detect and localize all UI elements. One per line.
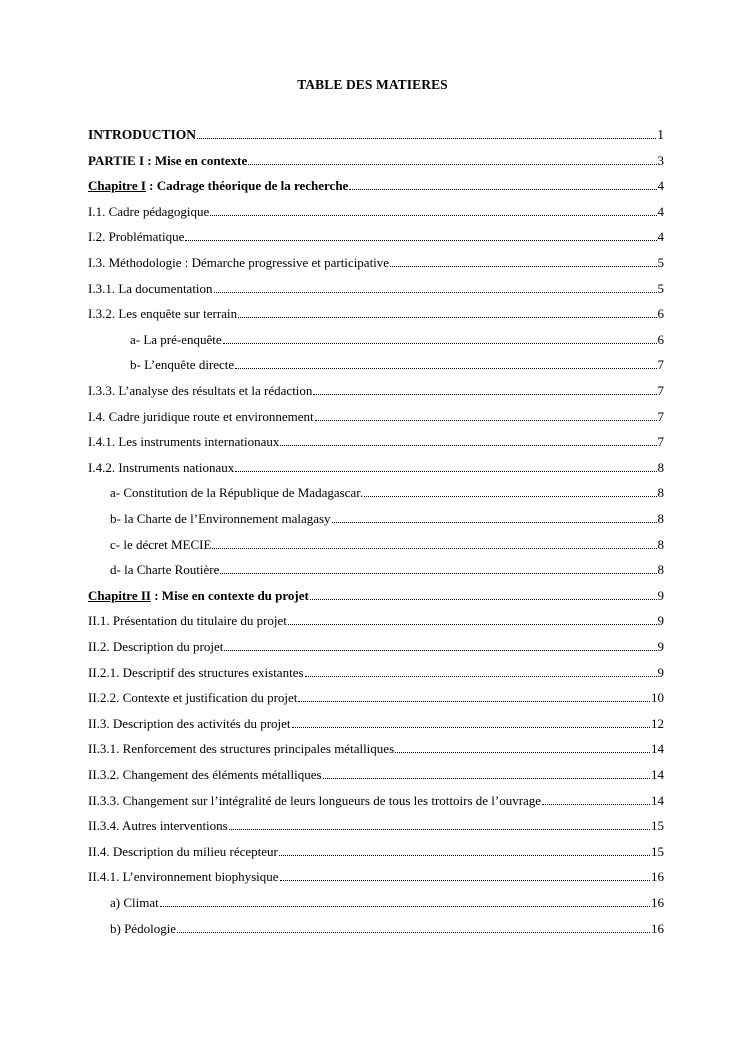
toc-dot-leader [292,727,650,728]
toc-entry-label [88,305,237,323]
toc-entry [0,433,745,451]
toc-page-number: 5 [657,280,664,296]
toc-entry [0,228,745,246]
toc-entry-label-part: a- Constitution de la République de Madagascar. [110,485,364,501]
toc-entry [0,382,745,400]
toc-entry-label [110,536,211,554]
toc-entry [0,484,745,502]
toc-dot-leader [395,752,650,753]
toc-page-number: 4 [657,203,664,219]
toc-page-number: 3 [657,152,664,168]
toc-entry [0,766,745,784]
toc-dot-leader [298,701,650,702]
toc-entry-label [88,152,247,170]
toc-entry-label [88,433,279,451]
toc-entry-label-part: INTRODUCTION [88,127,197,142]
toc-entry-label [88,126,196,144]
toc-page-number: 4 [657,229,664,245]
toc-entry [0,612,745,630]
toc-entry-label [110,484,363,502]
toc-entry-label-part: d- la Charte Routière [110,562,220,578]
toc-page-number: 8 [657,536,664,552]
toc-entry-label-part: II.4.1. L’environnement biophysique [88,869,279,885]
toc-entry [0,715,745,733]
toc-entry [0,920,745,938]
toc-entry-label [110,920,176,938]
toc-dot-leader [310,599,657,600]
toc-page-number: 7 [657,383,664,398]
toc-entry-label-part: I.1. Cadre pédagogique [88,203,210,219]
toc-dot-leader [364,496,656,497]
toc-entry [0,280,745,298]
toc-dot-leader [323,778,650,779]
toc-page-number: 16 [651,895,664,910]
toc-dot-leader [390,266,656,267]
toc-entry-label-part: I.3. Méthodologie : Démarche progressive et participative [88,255,390,270]
toc-entry-label [88,177,348,195]
toc-dot-leader [223,343,657,344]
toc-entry-label [130,331,222,349]
toc-dot-leader [248,164,656,165]
toc-entry-label-part: I.4. Cadre juridique route et environnement [88,408,314,424]
toc-entry [0,536,745,554]
toc-entry [0,561,745,579]
toc-entry-label [88,408,314,426]
toc-dot-leader [212,548,656,549]
toc-dot-leader [177,932,650,933]
toc-entry-label [88,843,278,861]
toc-entry [0,254,745,272]
toc-page-number: 9 [657,613,664,629]
toc-entry-label-part: b) Pédologie [110,920,177,936]
toc-dot-leader [313,394,656,395]
toc-page-number: 7 [657,357,664,373]
toc-entry [0,408,745,426]
toc-dot-leader [238,317,656,318]
toc-entry [0,331,745,349]
toc-dot-leader [235,368,656,369]
toc-page-number: 5 [657,255,664,270]
toc-entry-label-part: II.3.2. Changement des éléments métalliques [88,767,322,782]
toc-entry [0,510,745,528]
toc-entry-label [88,612,287,630]
toc-entry-label [130,356,234,374]
toc-page-number: 9 [657,639,664,654]
toc-page-number: 9 [657,587,664,603]
toc-entry [0,817,745,835]
toc-entry-label-part: I.2. Problématique [88,229,185,245]
toc-dot-leader [185,240,656,241]
toc-entry-label-part: II.3.1. Renforcement des structures principales métalliques [88,741,395,757]
toc-dot-leader [224,650,656,651]
toc-entry-label-part: a) Climat [110,895,159,910]
toc-entry-label-part: I.4.1. Les instruments internationaux [88,434,280,450]
toc-entry-label [88,587,309,605]
toc-entry [0,740,745,758]
toc-entry [0,638,745,656]
toc-entry [0,689,745,707]
toc-entry [0,843,745,861]
toc-dot-leader [332,522,657,523]
toc-entry-label [88,664,304,682]
toc-page-number: 1 [657,127,664,142]
toc-entry-label-part: I.3.3. L’analyse des résultats et la rédaction [88,383,313,398]
toc-entry-label-part: I.3.2. Les enquête sur terrain [88,306,238,322]
toc-title: TABLE DES MATIERES [297,77,448,92]
toc-page-number: 8 [657,562,664,578]
toc-entry-label [88,792,541,810]
toc-page-number: 15 [651,843,664,859]
toc-dot-leader [542,804,650,805]
toc-dot-leader [315,420,657,421]
toc-page-number: 16 [651,869,664,885]
toc-page-number: 7 [657,408,664,424]
toc-page-number: 8 [657,485,664,501]
toc-entry-label [110,510,331,528]
toc-entry-label-part: : Cadrage théorique de la recherche [145,178,349,194]
toc-entry-label-part: Chapitre I [88,178,146,194]
toc-entry-label [110,561,219,579]
toc-entry [0,792,745,810]
toc-entry-label [88,766,322,784]
toc-entry-label-part: a- La pré-enquête [130,331,222,347]
toc-entry [0,356,745,374]
toc-entry-label-part: II.2. Description du projet [88,639,224,654]
toc-entry [0,587,745,605]
toc-page-number: 14 [651,741,664,757]
toc-dot-leader [214,292,657,293]
toc-entry-label-part: PARTIE I : Mise en contexte [88,152,248,168]
toc-entry-label-part: b- la Charte de l’Environnement malagasy [110,511,331,526]
toc-page-number: 12 [651,715,664,731]
toc-dot-leader [235,471,656,472]
toc-entry-label-part: Chapitre II [88,587,151,603]
toc-entry [0,305,745,323]
toc-dot-leader [280,880,650,881]
toc-page-number: 8 [657,511,664,526]
toc-dot-leader [210,215,656,216]
toc-entry-label-part: : Mise en contexte du projet [150,587,309,603]
toc-entry-label [88,228,184,246]
toc-entry-label-part: I.3.1. La documentation [88,280,213,296]
toc-entry-label [88,280,213,298]
toc-page-number: 14 [651,792,664,808]
toc-entry-label [88,715,291,733]
toc-dot-leader [160,906,650,907]
toc-page-number: 8 [657,459,664,475]
toc-page-number: 16 [651,920,664,936]
toc-entry [0,894,745,912]
toc-page-number: 10 [651,690,664,706]
toc-entry-label [88,382,312,400]
toc-entry-label [88,689,297,707]
toc-entry [0,868,745,886]
toc-page-number: 14 [651,767,664,782]
toc-entry-label [88,817,228,835]
toc-entry-label-part: II.2.2. Contexte et justification du projet [88,690,298,706]
toc-dot-leader [349,189,656,190]
toc-dot-leader [220,573,656,574]
toc-entry-label-part: II.1. Présentation du titulaire du projet [88,613,287,629]
toc-dot-leader [288,624,657,625]
toc-dot-leader [280,445,656,446]
toc-entry-label-part: II.3. Description des activités du projet [88,715,291,731]
toc-entry-label-part: II.3.3. Changement sur l’intégralité de leurs longueurs de tous les trottoirs de l’ouvrage [88,792,542,808]
toc-entry-label [88,459,234,477]
toc-dot-leader [279,855,650,856]
toc-entry-label-part: c- le décret MECIE [110,536,212,552]
toc-entry-label [88,254,389,272]
toc-entry [0,664,745,682]
toc-entry-label-part: II.4. Description du milieu récepteur [88,843,278,859]
toc-dot-leader [229,829,650,830]
toc-entry-label-part: I.4.2. Instruments nationaux [88,459,235,475]
toc-entry-label [110,894,159,912]
toc-entry-label-part: b- L’enquête directe [130,357,235,373]
toc-entry-label-part: II.2.1. Descriptif des structures existantes [88,664,304,680]
toc-entry [0,459,745,477]
toc-entry-label [88,868,279,886]
toc-entry-label-part: II.3.4. Autres interventions [88,818,228,834]
toc-dot-leader [305,676,657,677]
toc-page-number: 4 [657,178,664,194]
toc-page-number: 15 [651,818,664,834]
toc-page-number: 6 [657,331,664,347]
toc-page-number: 7 [657,434,664,450]
toc-entry [0,126,745,144]
toc-entry [0,203,745,221]
toc-entry-label [88,740,394,758]
toc-page-number: 6 [657,306,664,322]
toc-entry-label [88,203,209,221]
toc-dot-leader [197,138,656,139]
toc-page-number: 9 [657,664,664,680]
toc-entry-label [88,638,223,656]
toc-entry [0,152,745,170]
toc-entry [0,177,745,195]
